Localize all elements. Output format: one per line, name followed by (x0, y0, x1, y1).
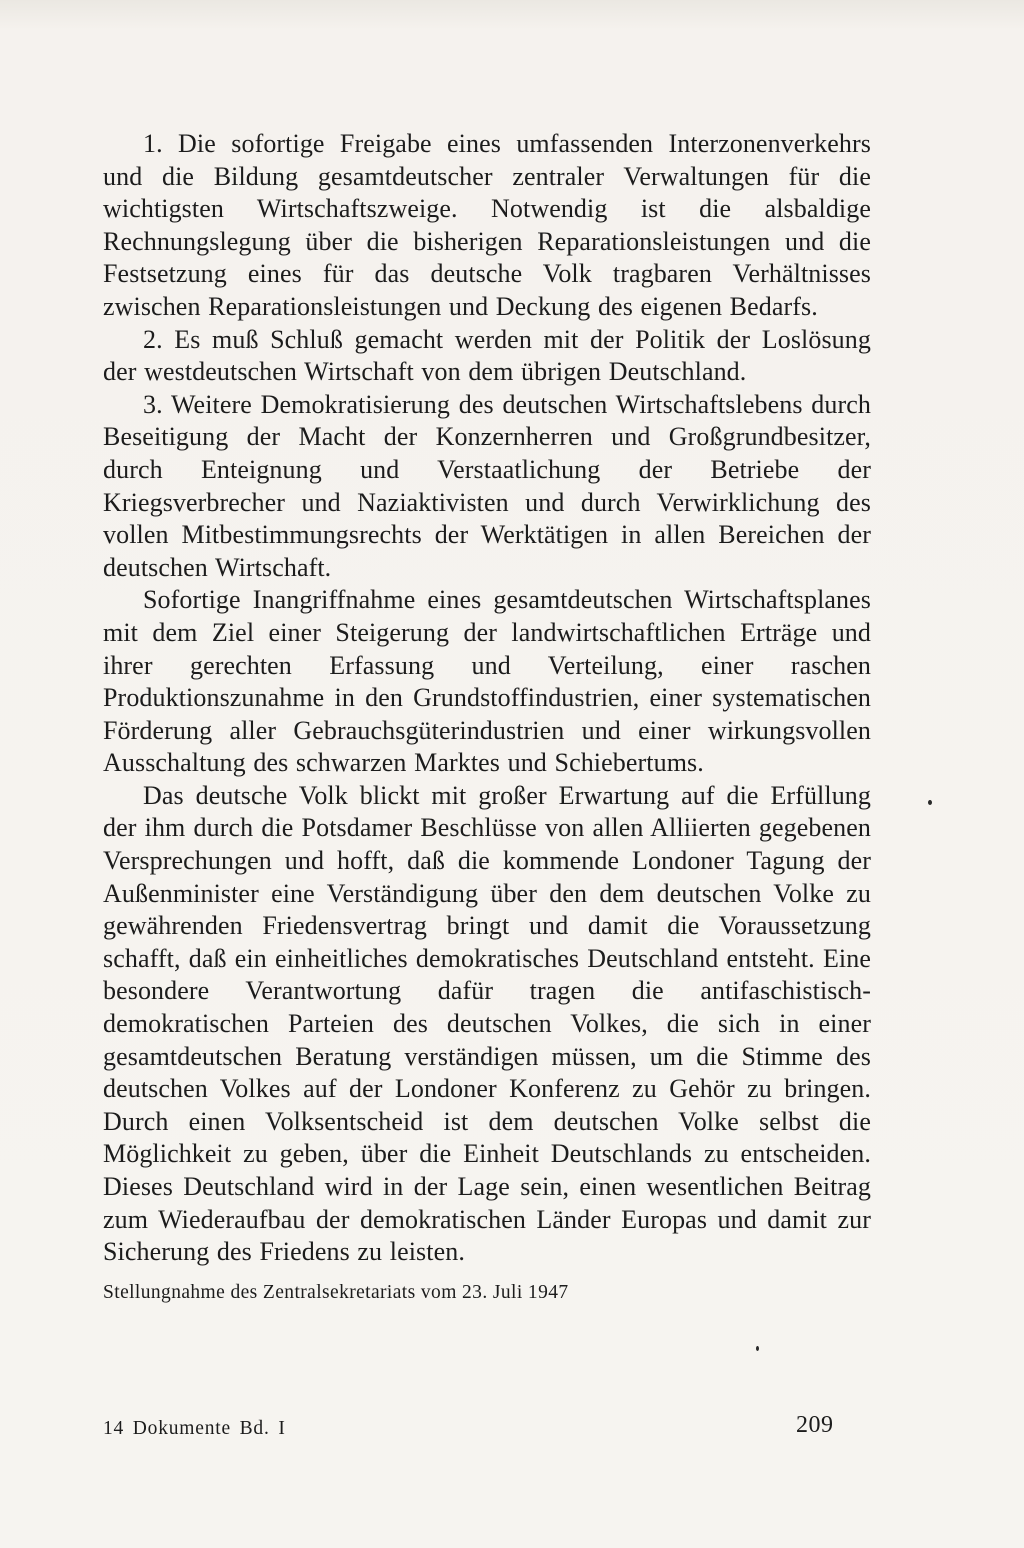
source-caption: Stellungnahme des Zentralsekretariats vom 23. Juli 1947 (103, 1282, 569, 1303)
paragraph-economic-plan: Sofortige Inangriffnahme eines gesamtdeutschen Wirtschaftsplanes mit dem Ziel einer Steigerung der landwirtschaftlichen Erträge und ihrer gerechten Erfassung und Verteilung, einer raschen Produktionszunahme in den Grundstoffindustrien, einer systematischen Förderung aller Gebrauchsgüterindustrien und einer wirkungsvollen Ausschaltung des schwarzen Marktes und Schiebertums. (103, 585, 871, 778)
body-text (103, 128, 871, 1269)
print-speck (756, 1346, 759, 1351)
paragraph-point-3: 3. Weitere Demokratisierung des deutschen Wirtschaftslebens durch Beseitigung der Macht der Konzernherren und Großgrundbesitzer, durch Enteignung und Verstaatlichung der Betriebe der Kriegsverbrecher und Naziaktivisten und durch Verwirklichung des vollen Mitbestimmungsrechts der Werktätigen in allen Bereichen der deutschen Wirtschaft. (103, 389, 871, 582)
printer-signature: 14 Dokumente Bd. I (103, 1418, 286, 1439)
page-number: 209 (796, 1412, 834, 1438)
paragraph-point-2: 2. Es muß Schluß gemacht werden mit der Politik der Loslösung der westdeutschen Wirtschaft von dem übrigen Deutschland. (103, 324, 871, 387)
paragraph-conclusion: Das deutsche Volk blickt mit großer Erwartung auf die Erfüllung der ihm durch die Potsdamer Beschlüsse von allen Alliierten gegebenen Versprechungen und hofft, daß die kommende Londoner Tagung der Außenminister eine Verständigung über den dem deutschen Volke zu gewährenden Friedensvertrag bringt und damit die Voraussetzung schafft, daß ein einheitliches demokratisches Deutschland entsteht. Eine besondere Verantwortung dafür tragen die antifaschistisch-demokratischen Parteien des deutschen Volkes, die sich in einer gesamtdeutschen Beratung verständigen müssen, um die Stimme des deutschen Volkes auf der Londoner Konferenz zu Gehör zu bringen. Durch einen Volksentscheid ist dem deutschen Volke selbst die Möglichkeit zu geben, über die Einheit Deutschlands zu entscheiden. Dieses Deutschland wird in der Lage sein, einen wesentlichen Beitrag zum Wiederaufbau der demokratischen Länder Europas und damit zur Sicherung des Friedens zu leisten. (103, 780, 871, 1267)
print-speck (928, 800, 932, 805)
paragraph-point-1: 1. Die sofortige Freigabe eines umfassenden Interzonenverkehrs und die Bildung gesamtdeutscher zentraler Verwaltungen für die wichtigsten Wirtschaftszweige. Notwendig ist die alsbaldige Rechnungslegung über die bisherigen Reparationsleistungen und die Festsetzung eines für das deutsche Volk tragbaren Verhältnisses zwischen Reparationsleistungen und Deckung des eigenen Bedarfs. (103, 129, 871, 321)
